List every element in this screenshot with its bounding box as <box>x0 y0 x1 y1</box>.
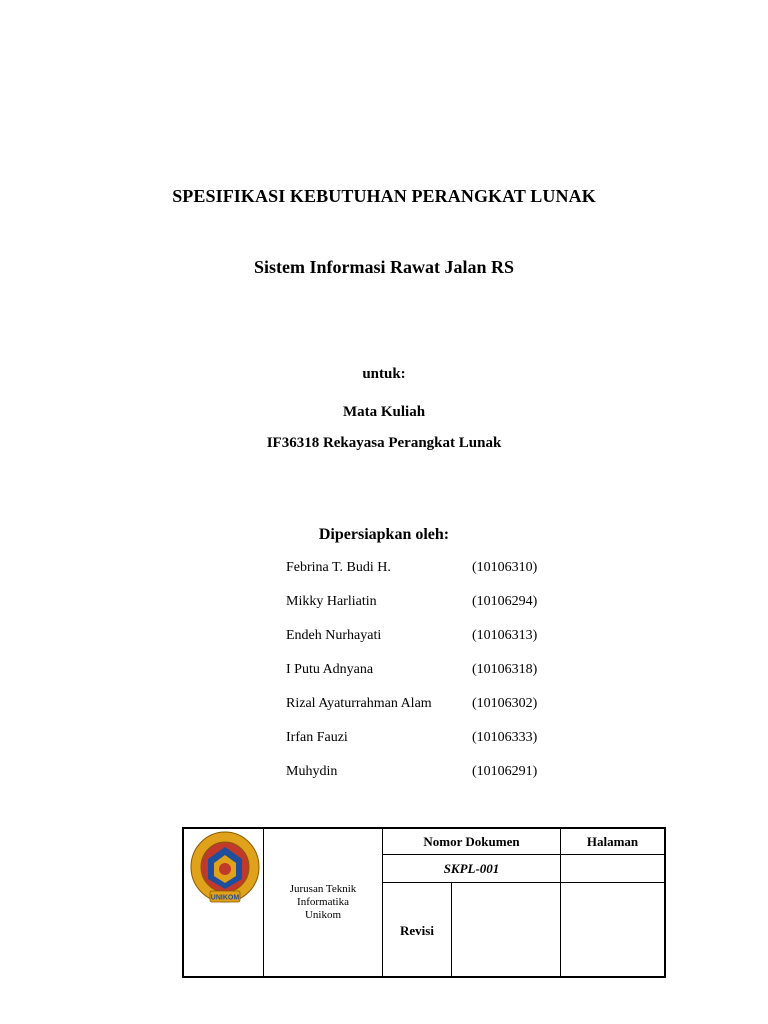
table-divider <box>560 829 561 976</box>
logo-banner-text: UNIKOM <box>210 894 240 902</box>
table-divider <box>382 854 664 855</box>
member-name: Endeh Nurhayati <box>286 628 382 643</box>
member-id: (10106291) <box>472 764 538 779</box>
member-row <box>286 594 586 628</box>
document-info-table <box>182 827 666 978</box>
member-name: Irfan Fauzi <box>286 730 348 745</box>
member-row <box>286 730 586 764</box>
member-name: I Putu Adnyana <box>286 662 374 677</box>
member-id: (10106302) <box>472 696 538 711</box>
department-line: Jurusan Teknik <box>289 883 357 895</box>
doc-number-value: SKPL-001 <box>443 861 500 876</box>
member-list <box>286 560 586 798</box>
doc-number-label: Nomor Dokumen <box>423 834 520 849</box>
table-divider <box>382 882 664 883</box>
for-label: untuk: <box>362 366 406 382</box>
member-name: Muhydin <box>286 764 338 779</box>
member-id: (10106333) <box>472 730 538 745</box>
page-label: Halaman <box>586 834 639 849</box>
member-id: (10106310) <box>472 560 538 575</box>
document-title: SPESIFIKASI KEBUTUHAN PERANGKAT LUNAK <box>172 186 596 206</box>
table-divider <box>382 829 383 976</box>
department-label <box>264 883 382 922</box>
member-id: (10106318) <box>472 662 538 677</box>
member-row <box>286 764 586 798</box>
course-label: Mata Kuliah <box>342 404 426 420</box>
revision-label: Revisi <box>400 923 434 938</box>
member-id: (10106313) <box>472 628 538 643</box>
member-name: Febrina T. Budi H. <box>286 560 391 575</box>
department-line: Informatika <box>297 896 349 908</box>
table-divider <box>451 882 452 976</box>
unikom-logo <box>188 829 262 909</box>
course-name: IF36318 Rekayasa Perangkat Lunak <box>266 435 502 451</box>
member-id: (10106294) <box>472 594 538 609</box>
document-subtitle: Sistem Informasi Rawat Jalan RS <box>253 257 514 277</box>
member-row <box>286 560 586 594</box>
member-row <box>286 628 586 662</box>
member-row <box>286 662 586 696</box>
member-row <box>286 696 586 730</box>
member-name: Mikky Harliatin <box>286 594 377 609</box>
department-line: Unikom <box>304 909 342 921</box>
prepared-by-label: Dipersiapkan oleh: <box>318 526 450 543</box>
member-name: Rizal Ayaturrahman Alam <box>286 696 432 711</box>
